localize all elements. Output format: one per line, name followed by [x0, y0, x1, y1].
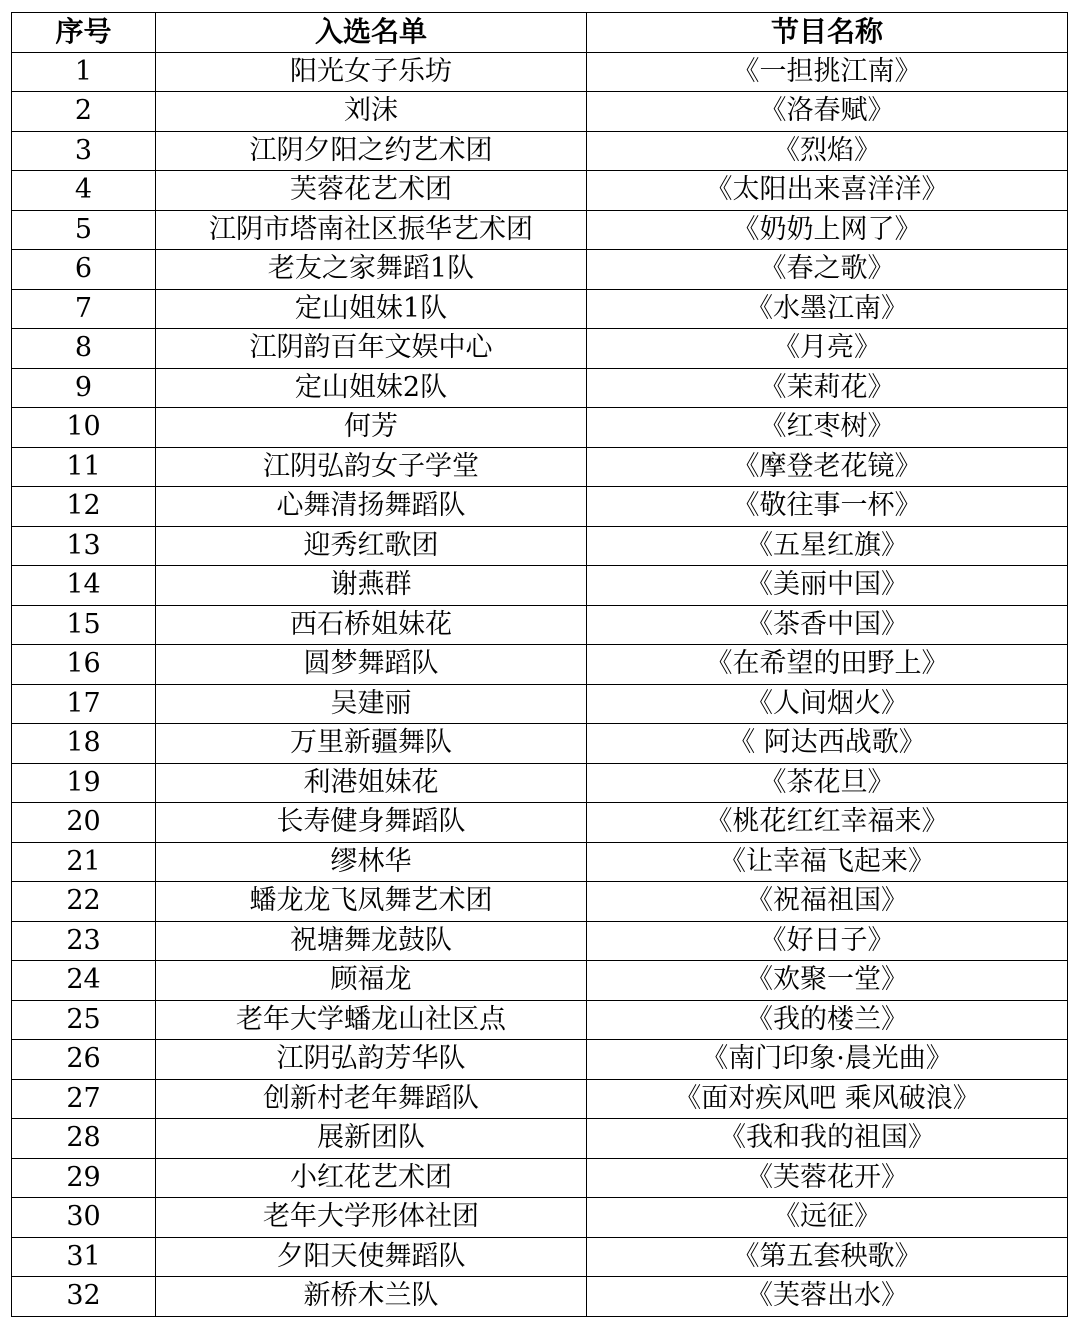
table-row	[12, 368, 1068, 408]
row-index-cell: 2	[12, 92, 156, 132]
row-group-name-cell: 西石桥姐妹花	[156, 605, 587, 645]
row-program-cell: 《面对疾风吧 乘风破浪》	[587, 1079, 1068, 1119]
row-index-cell: 22	[12, 882, 156, 922]
row-program-cell: 《第五套秧歌》	[587, 1237, 1068, 1277]
header-row	[12, 13, 1068, 53]
row-index-cell: 5	[12, 210, 156, 250]
row-program-cell: 《茶花旦》	[587, 763, 1068, 803]
row-group-name-cell: 祝塘舞龙鼓队	[156, 921, 587, 961]
row-program-cell: 《 阿达西战歌》	[587, 724, 1068, 764]
table-row	[12, 171, 1068, 211]
table-row	[12, 763, 1068, 803]
table-row	[12, 210, 1068, 250]
row-group-name-cell: 吴建丽	[156, 684, 587, 724]
row-index-cell: 17	[12, 684, 156, 724]
row-index-cell: 15	[12, 605, 156, 645]
row-group-name-cell: 老年大学蟠龙山社区点	[156, 1000, 587, 1040]
row-program-cell: 《茶香中国》	[587, 605, 1068, 645]
table-row	[12, 1277, 1068, 1317]
row-index-cell: 1	[12, 52, 156, 92]
row-program-cell: 《太阳出来喜洋洋》	[587, 171, 1068, 211]
row-index-cell: 29	[12, 1158, 156, 1198]
table-row	[12, 882, 1068, 922]
row-index-cell: 14	[12, 566, 156, 606]
row-group-name-cell: 圆梦舞蹈队	[156, 645, 587, 685]
row-group-name-cell: 展新团队	[156, 1119, 587, 1159]
table-row	[12, 961, 1068, 1001]
table-row	[12, 566, 1068, 606]
row-group-name-cell: 迎秀红歌团	[156, 526, 587, 566]
row-index-cell: 32	[12, 1277, 156, 1317]
row-program-cell: 《芙蓉花开》	[587, 1158, 1068, 1198]
table-row	[12, 447, 1068, 487]
table-row	[12, 92, 1068, 132]
table-row	[12, 131, 1068, 171]
row-group-name-cell: 长寿健身舞蹈队	[156, 803, 587, 843]
row-index-cell: 4	[12, 171, 156, 211]
row-program-cell: 《芙蓉出水》	[587, 1277, 1068, 1317]
row-program-cell: 《美丽中国》	[587, 566, 1068, 606]
row-index-cell: 20	[12, 803, 156, 843]
row-program-cell: 《五星红旗》	[587, 526, 1068, 566]
row-group-name-cell: 创新村老年舞蹈队	[156, 1079, 587, 1119]
row-group-name-cell: 新桥木兰队	[156, 1277, 587, 1317]
row-index-cell: 6	[12, 250, 156, 290]
row-group-name-cell: 谢燕群	[156, 566, 587, 606]
row-program-cell: 《欢聚一堂》	[587, 961, 1068, 1001]
row-index-cell: 25	[12, 1000, 156, 1040]
row-group-name-cell: 小红花艺术团	[156, 1158, 587, 1198]
row-program-cell: 《一担挑江南》	[587, 52, 1068, 92]
row-group-name-cell: 何芳	[156, 408, 587, 448]
row-group-name-cell: 缪林华	[156, 842, 587, 882]
row-program-cell: 《敬往事一杯》	[587, 487, 1068, 527]
table-row	[12, 842, 1068, 882]
table-row	[12, 645, 1068, 685]
table-row	[12, 1079, 1068, 1119]
row-program-cell: 《月亮》	[587, 329, 1068, 369]
row-program-cell: 《水墨江南》	[587, 289, 1068, 329]
row-group-name-cell: 定山姐妹2队	[156, 368, 587, 408]
row-index-cell: 27	[12, 1079, 156, 1119]
row-program-cell: 《在希望的田野上》	[587, 645, 1068, 685]
row-index-cell: 13	[12, 526, 156, 566]
row-index-cell: 16	[12, 645, 156, 685]
row-group-name-cell: 老年大学形体社团	[156, 1198, 587, 1238]
selection-list-table	[11, 12, 1068, 1317]
row-group-name-cell: 江阴弘韵芳华队	[156, 1040, 587, 1080]
table-row	[12, 329, 1068, 369]
table-body	[12, 52, 1068, 1316]
row-index-cell: 3	[12, 131, 156, 171]
table-row	[12, 487, 1068, 527]
table-row	[12, 1198, 1068, 1238]
row-group-name-cell: 江阴弘韵女子学堂	[156, 447, 587, 487]
row-index-cell: 9	[12, 368, 156, 408]
row-group-name-cell: 夕阳天使舞蹈队	[156, 1237, 587, 1277]
row-program-cell: 《远征》	[587, 1198, 1068, 1238]
row-index-cell: 19	[12, 763, 156, 803]
row-program-cell: 《我和我的祖国》	[587, 1119, 1068, 1159]
row-group-name-cell: 顾福龙	[156, 961, 587, 1001]
row-group-name-cell: 老友之家舞蹈1队	[156, 250, 587, 290]
row-group-name-cell: 江阴韵百年文娱中心	[156, 329, 587, 369]
row-program-cell: 《春之歌》	[587, 250, 1068, 290]
row-group-name-cell: 芙蓉花艺术团	[156, 171, 587, 211]
row-index-cell: 7	[12, 289, 156, 329]
row-index-cell: 12	[12, 487, 156, 527]
row-index-cell: 23	[12, 921, 156, 961]
table-row	[12, 52, 1068, 92]
row-program-cell: 《奶奶上网了》	[587, 210, 1068, 250]
row-index-cell: 8	[12, 329, 156, 369]
row-index-cell: 10	[12, 408, 156, 448]
row-group-name-cell: 利港姐妹花	[156, 763, 587, 803]
table-row	[12, 250, 1068, 290]
row-group-name-cell: 江阴夕阳之约艺术团	[156, 131, 587, 171]
row-group-name-cell: 江阴市塔南社区振华艺术团	[156, 210, 587, 250]
table-row	[12, 1000, 1068, 1040]
table-row	[12, 921, 1068, 961]
row-program-cell: 《洛春赋》	[587, 92, 1068, 132]
row-program-cell: 《红枣树》	[587, 408, 1068, 448]
row-program-cell: 《南门印象·晨光曲》	[587, 1040, 1068, 1080]
row-index-cell: 28	[12, 1119, 156, 1159]
header-selected-name: 入选名单	[156, 13, 587, 53]
table-row	[12, 1237, 1068, 1277]
row-program-cell: 《祝福祖国》	[587, 882, 1068, 922]
table-row	[12, 803, 1068, 843]
row-program-cell: 《摩登老花镜》	[587, 447, 1068, 487]
row-program-cell: 《茉莉花》	[587, 368, 1068, 408]
row-index-cell: 18	[12, 724, 156, 764]
row-index-cell: 11	[12, 447, 156, 487]
row-program-cell: 《让幸福飞起来》	[587, 842, 1068, 882]
row-index-cell: 26	[12, 1040, 156, 1080]
header-program-name: 节目名称	[587, 13, 1068, 53]
table-row	[12, 526, 1068, 566]
table-row	[12, 289, 1068, 329]
row-group-name-cell: 心舞清扬舞蹈队	[156, 487, 587, 527]
row-program-cell: 《好日子》	[587, 921, 1068, 961]
row-index-cell: 30	[12, 1198, 156, 1238]
row-index-cell: 31	[12, 1237, 156, 1277]
row-index-cell: 21	[12, 842, 156, 882]
table-row	[12, 1158, 1068, 1198]
row-program-cell: 《桃花红红幸福来》	[587, 803, 1068, 843]
header-index: 序号	[12, 13, 156, 53]
row-program-cell: 《我的楼兰》	[587, 1000, 1068, 1040]
row-group-name-cell: 定山姐妹1队	[156, 289, 587, 329]
table-row	[12, 1119, 1068, 1159]
row-group-name-cell: 万里新疆舞队	[156, 724, 587, 764]
table-row	[12, 605, 1068, 645]
table-row	[12, 684, 1068, 724]
row-group-name-cell: 阳光女子乐坊	[156, 52, 587, 92]
row-program-cell: 《人间烟火》	[587, 684, 1068, 724]
row-index-cell: 24	[12, 961, 156, 1001]
row-group-name-cell: 刘沫	[156, 92, 587, 132]
table-row	[12, 724, 1068, 764]
row-program-cell: 《烈焰》	[587, 131, 1068, 171]
table-row	[12, 408, 1068, 448]
table-row	[12, 1040, 1068, 1080]
row-group-name-cell: 蟠龙龙飞凤舞艺术团	[156, 882, 587, 922]
